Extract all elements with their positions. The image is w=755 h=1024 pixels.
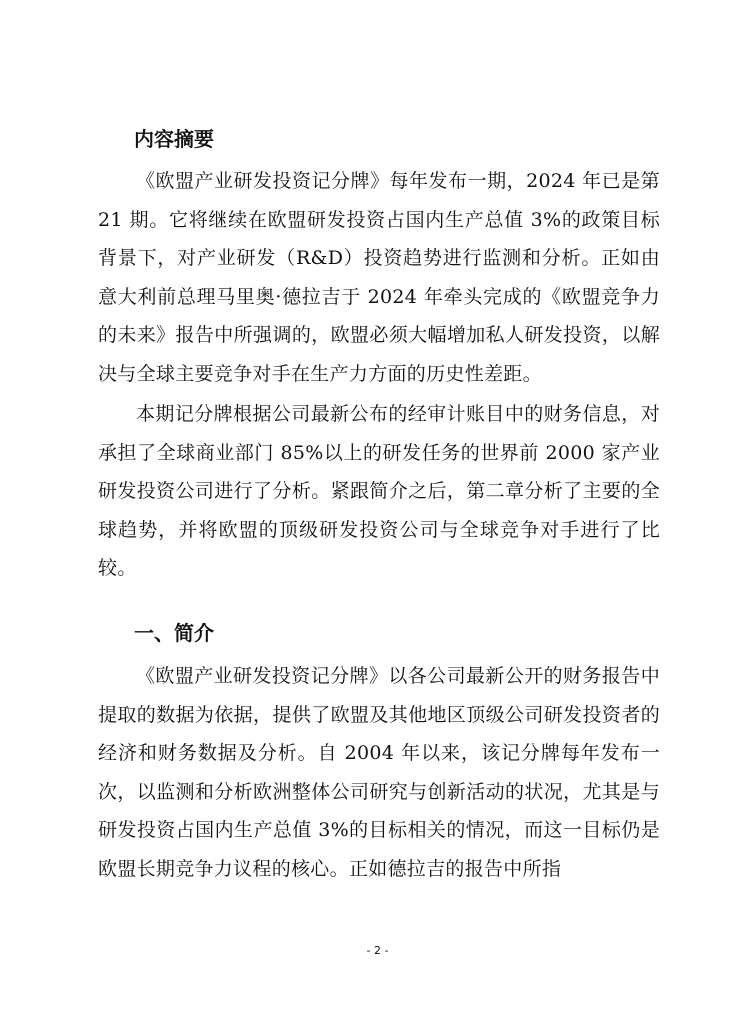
intro-heading: 一、简介	[134, 621, 214, 645]
page-number: - 2 -	[366, 944, 389, 957]
summary-paragraph-1: 《欧盟产业研发投资记分牌》每年发布一期，2024 年已是第 21 期。它将继续在欧盟研发投资占国内生产总值 3%的政策目标背景下，对产业研发（R&D）投资趋势进行监测和分析。正如由意大利前总理马里奥·德拉吉于 2024 年牵头完成的《欧盟竞争力的未来》报告中所强调的，欧盟必须大幅增加私人研发投资，以解决与全球主要竞争对手在生产力方面的历史性差距。	[98, 170, 660, 385]
intro-paragraph-1: 《欧盟产业研发投资记分牌》以各公司最新公开的财务报告中提取的数据为依据，提供了欧盟及其他地区顶级公司研发投资者的经济和财务数据及分析。自 2004 年以来，该记分牌每年发布一次，以监测和分析欧洲整体公司研究与创新活动的状况，尤其是与研发投资占国内生产总值 3%的目标相关的情况，而这一目标仍是欧盟长期竞争力议程的核心。正如德拉吉的报告中所指	[98, 665, 660, 880]
summary-paragraph-2: 本期记分牌根据公司最新公布的经审计账目中的财务信息，对承担了全球商业部门 85%以上的研发任务的世界前 2000 家产业研发投资公司进行了分析。紧跟简介之后，第二章分析了主要的全球趋势，并将欧盟的顶级研发投资公司与全球竞争对手进行了比较。	[98, 403, 660, 580]
summary-heading: 内容摘要	[134, 127, 214, 151]
